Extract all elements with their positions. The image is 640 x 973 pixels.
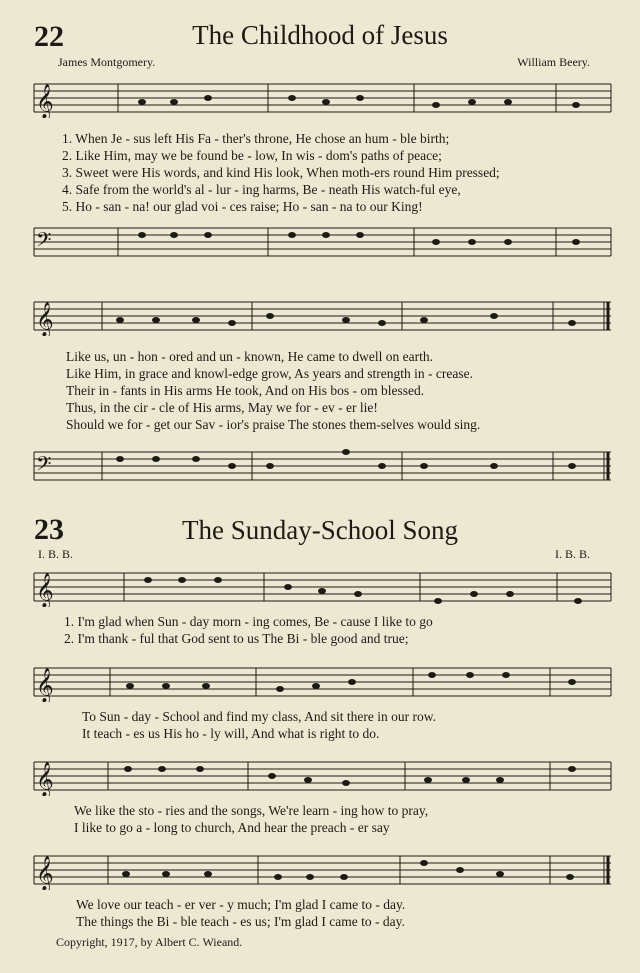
hymn-23-lyrics-4 [0,896,640,930]
svg-text:𝄞: 𝄞 [36,303,54,336]
hymn-23-lyrics-2 [0,708,640,742]
hymn-22-title: The Childhood of Jesus [192,20,448,50]
verse-line: 2. Like Him, may we be found be - low, In wis - dom's paths of peace; [62,148,442,163]
hymn-23-lyrics-3 [0,802,640,836]
verse-line: Like us, un - hon - ored and un - known, He came to dwell on earth. [66,349,434,364]
hymn-23-staff-1 [0,567,640,607]
verse-line: 5. Ho - san - na! our glad voi - ces raise; Ho - san - na to our King! [62,199,423,214]
hymn-22-verses-b [0,348,640,433]
verse-line: We love our teach - er ver - y much; I'm glad I came to - day. [76,897,406,912]
verse-line: The things the Bi - ble teach - es us; I'm glad I came to - day. [76,914,405,929]
hymn-22-composer: William Beery. [517,55,590,69]
hymn-23-staff-3 [0,756,640,796]
svg-text:𝄢: 𝄢 [36,230,52,256]
hymn-23-staff-2 [0,662,640,702]
verse-line: I like to go a - long to church, And hear the preach - er say [74,820,390,835]
svg-text:𝄢: 𝄢 [36,454,52,480]
verse-line: It teach - es us His ho - ly will, And what is right to do. [82,726,380,741]
copyright-notice: Copyright, 1917, by Albert C. Wieand. [56,935,243,949]
verse-line: Thus, in the cir - cle of His arms, May we for - ev - er lie! [66,400,378,415]
verse-line: We like the sto - ries and the songs, We're learn - ing how to pray, [74,803,429,818]
verse-line: Their in - fants in His arms He took, And on His bos - om blessed. [66,383,425,398]
hymn-22-treble-staff-2 [0,296,640,336]
verse-line: 4. Safe from the world's al - lur - ing harms, Be - neath His watch-ful eye, [62,182,461,197]
hymn-23-lyricist: I. B. B. [38,547,74,561]
svg-text:𝄞: 𝄞 [36,763,54,796]
verse-line: 1. When Je - sus left His Fa - ther's throne, He chose an hum - ble birth; [62,131,450,146]
hymn-22-bass-staff-1 [0,222,640,262]
svg-text:𝄞: 𝄞 [36,669,54,702]
hymn-22-number: 22 [34,20,64,53]
svg-text:𝄞: 𝄞 [36,85,54,118]
hymn-23-number: 23 [34,513,64,546]
verse-line: 3. Sweet were His words, and kind His look, When moth-ers round Him pressed; [62,165,500,180]
verse-line: Like Him, in grace and knowl-edge grow, As years and strength in - crease. [66,366,473,381]
hymn-23-staff-4 [0,850,640,890]
hymn-23-lyrics-1 [0,613,640,647]
svg-text:𝄞: 𝄞 [36,857,54,890]
hymn-23-composer: I. B. B. [554,547,590,561]
verse-line: To Sun - day - School and find my class, And sit there in our row. [82,709,437,724]
svg-text:𝄞: 𝄞 [36,574,54,607]
hymn-22-verses-a [0,130,640,215]
verse-line: 2. I'm thank - ful that God sent to us The Bi - ble good and true; [64,631,409,646]
hymn-22-lyricist: James Montgomery. [58,55,156,69]
hymn-22-treble-staff-1 [0,78,640,118]
verse-line: Should we for - get our Sav - ior's praise The stones them-selves would sing. [66,417,481,432]
hymn-23-title: The Sunday-School Song [182,515,458,545]
verse-line: 1. I'm glad when Sun - day morn - ing comes, Be - cause I like to go [64,614,433,629]
hymn-22-bass-staff-2 [0,446,640,486]
